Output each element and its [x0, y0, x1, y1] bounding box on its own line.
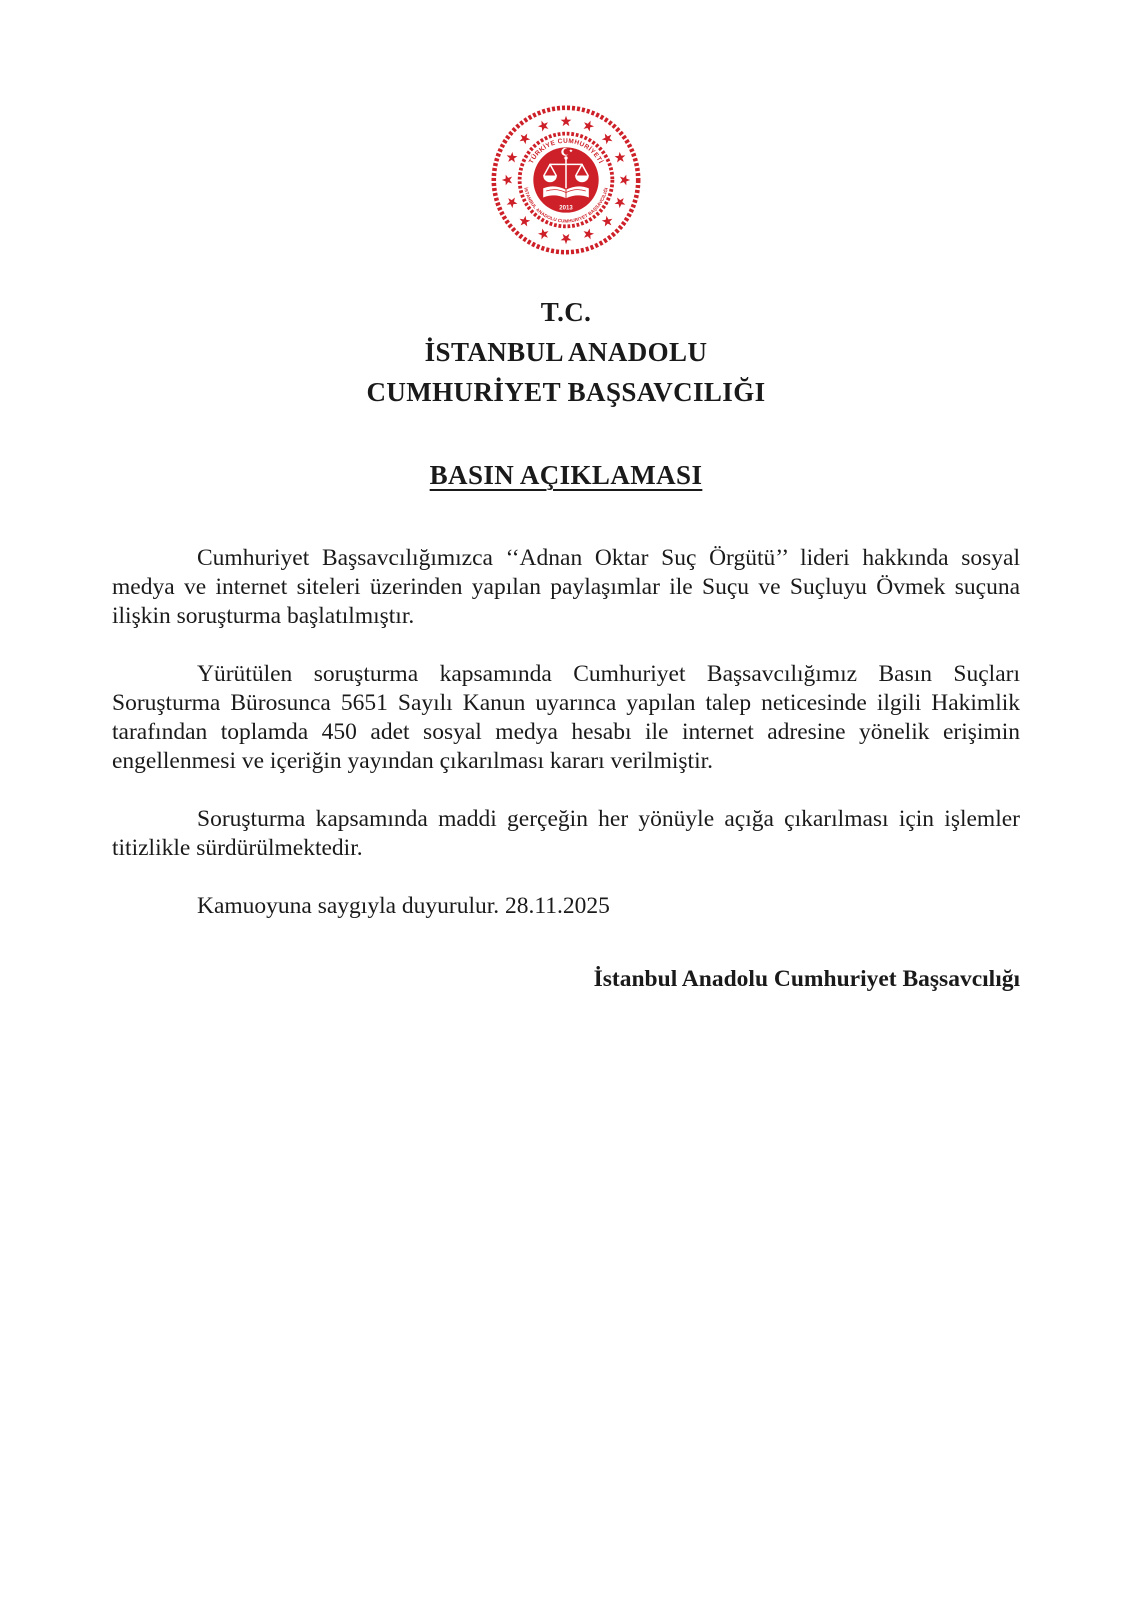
header-republic-abbr: T.C. [540, 297, 592, 327]
emblem-top-arc-text: TÜRKİYE CUMHURİYETİ [527, 137, 605, 165]
document-title-text: BASIN AÇIKLAMASI [429, 460, 703, 490]
emblem-bottom-arc-text: İSTANBUL ANADOLU CUMHURİYET BAŞSAVCILIĞI [523, 187, 609, 224]
paragraph-1: Cumhuriyet Başsavcılığımızca ‘‘Adnan Oktar Suç Örgütü’’ lideri hakkında sosyal medya ve internet siteleri üzerinden yapılan paylaşımlar ile Suçu ve Suçluyu Övmek suçuna ilişkin soruşturma başlatılmıştır. [112, 545, 1020, 629]
prosecutor-office-emblem [490, 104, 642, 256]
header-institution-line1: İSTANBUL ANADOLU [424, 337, 708, 367]
justice-seal-icon [490, 104, 642, 256]
emblem-year: 2013 [559, 204, 573, 212]
header-institution-line2: CUMHURİYET BAŞSAVCILIĞI [366, 377, 766, 407]
document-header [0, 292, 1132, 412]
signature-line: İstanbul Anadolu Cumhuriyet Başsavcılığı [593, 966, 1020, 992]
document-title [0, 456, 1132, 494]
paragraph-3: Soruşturma kapsamında maddi gerçeğin her yönüyle açığa çıkarılması için işlemler titizlikle sürdürülmektedir. [112, 806, 1020, 861]
paragraph-2: Yürütülen soruşturma kapsamında Cumhuriyet Başsavcılığımız Basın Suçları Soruşturma Bürosunca 5651 Sayılı Kanun uyarınca yapılan talep neticesinde ilgili Hakimlik tarafından toplamda 450 adet sosyal medya hesabı ile internet adresine yönelik erişimin engellenmesi ve içeriğin yayından çıkarılması kararı verilmiştir. [112, 661, 1020, 774]
document-body [112, 544, 1020, 994]
closing-line: Kamuoyuna saygıyla duyurulur. 28.11.2025 [197, 893, 610, 919]
